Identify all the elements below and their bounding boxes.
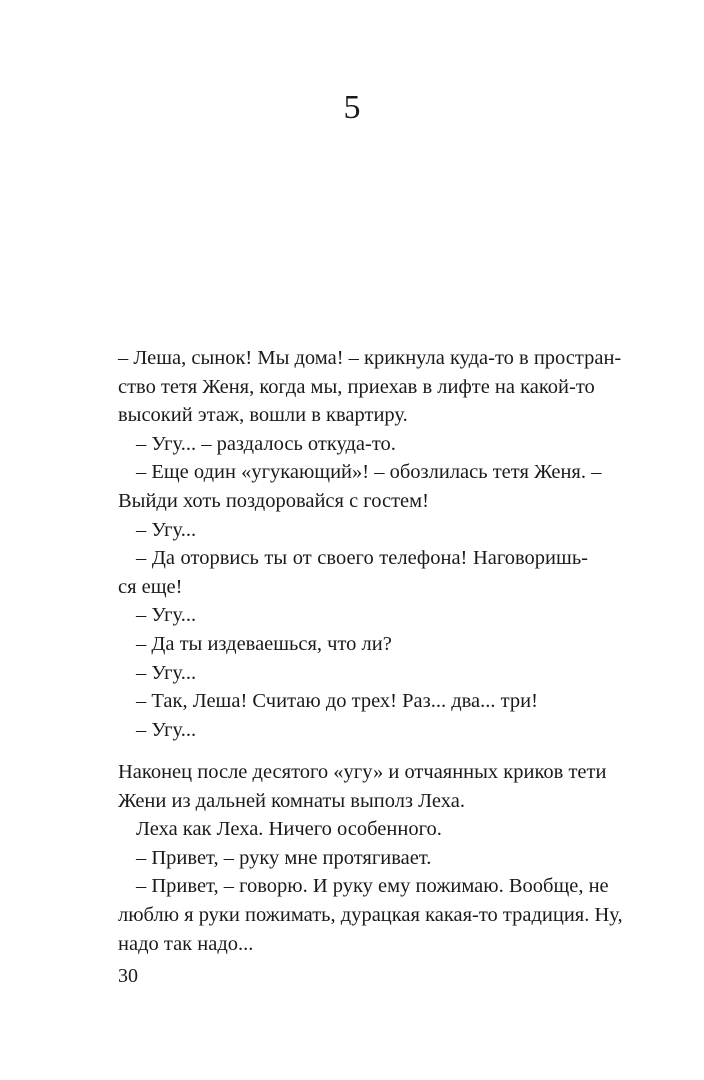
text-line: Наконец после десятого «угу» и отчаянных криков тети (118, 761, 607, 783)
text-line: – Угу... – раздалось откуда-то. (136, 432, 396, 455)
text-line: – Угу... (136, 604, 197, 627)
text-line: – Леша, сынок! Мы дома! – крикнула куда-то в простран- (118, 347, 622, 369)
text-line: надо так надо... (118, 932, 254, 955)
chapter-number: 5 (343, 89, 361, 126)
text-line: Жени из дальней комнаты выполз Леха. (118, 789, 465, 812)
text-line: – Привет, – говорю. И руку ему пожимаю. Вообще, не (136, 875, 609, 898)
text-line: – Да оторвись ты от своего телефона! Наговоришь- (136, 547, 588, 570)
text-line: Выйди хоть поздоровайся с гостем! (118, 489, 429, 512)
narrative-block (118, 758, 623, 958)
text-line: – Привет, – руку мне протягивает. (136, 846, 432, 869)
text-line: – Так, Леша! Считаю до трех! Раз... два... три! (136, 690, 538, 713)
dialogue-block (118, 344, 622, 744)
text-line: ся еще! (118, 575, 183, 598)
text-line: люблю я руки пожимать, дурацкая какая-то традиция. Ну, (118, 903, 623, 926)
text-line: высокий этаж, вошли в квартиру. (118, 404, 408, 427)
text-line: – Угу... (136, 661, 197, 684)
text-line: Леха как Леха. Ничего особенного. (136, 818, 442, 841)
page-number: 30 (118, 965, 138, 987)
text-line: – Угу... (136, 518, 197, 541)
text-line: – Да ты издеваешься, что ли? (136, 632, 392, 655)
text-line: – Угу... (136, 718, 197, 741)
text-line: ство тетя Женя, когда мы, приехав в лифте на какой-то (118, 375, 595, 398)
text-line: – Еще один «угукающий»! – обозлилась тетя Женя. – (136, 461, 602, 484)
